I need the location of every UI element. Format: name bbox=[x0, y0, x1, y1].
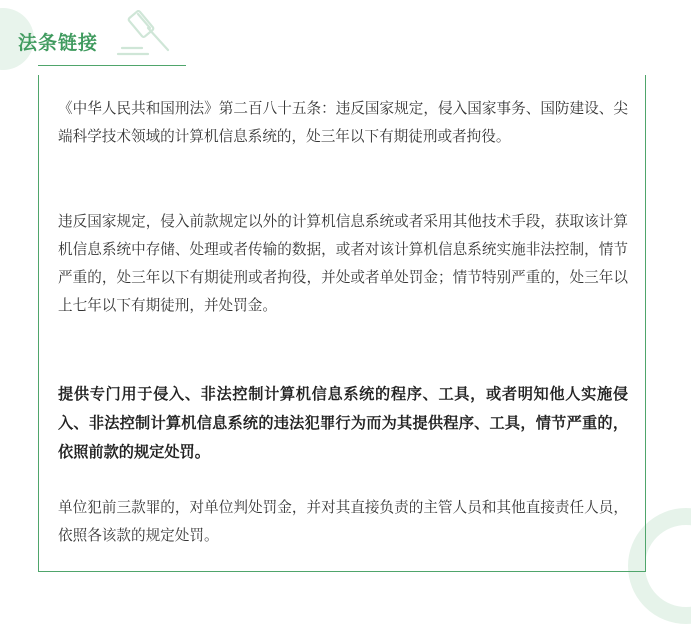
title-underline bbox=[38, 65, 186, 66]
law-paragraph-2: 违反国家规定，侵入前款规定以外的计算机信息系统或者采用其他技术手段，获取该计算机信息系统中存储、处理或者传输的数据，或者对该计算机信息系统实施非法控制，情节严重的，处三年以下有期徒刑或者拘役，并处或者单处罚金；情节特别严重的，处三年以上七年以下有期徒刑，并处罚金。 bbox=[58, 213, 628, 314]
section-header bbox=[18, 28, 98, 55]
gavel-icon bbox=[112, 8, 176, 60]
law-paragraph-4: 单位犯前三款罪的，对单位判处罚金，并对其直接负责的主管人员和其他直接责任人员，依照各该款的规定处罚。 bbox=[58, 499, 628, 544]
law-paragraph-3-emphasis: 提供专门用于侵入、非法控制计算机信息系统的程序、工具，或者明知他人实施侵入、非法控制计算机信息系统的违法犯罪行为而为其提供程序、工具，情节严重的，依照前款的规定处罚。 bbox=[58, 385, 628, 461]
section-title: 法条链接 bbox=[18, 32, 99, 54]
law-paragraph-1: 《中华人民共和国刑法》第二百八十五条：违反国家规定，侵入国家事务、国防建设、尖端科学技术领域的计算机信息系统的，处三年以下有期徒刑或者拘役。 bbox=[58, 100, 628, 145]
